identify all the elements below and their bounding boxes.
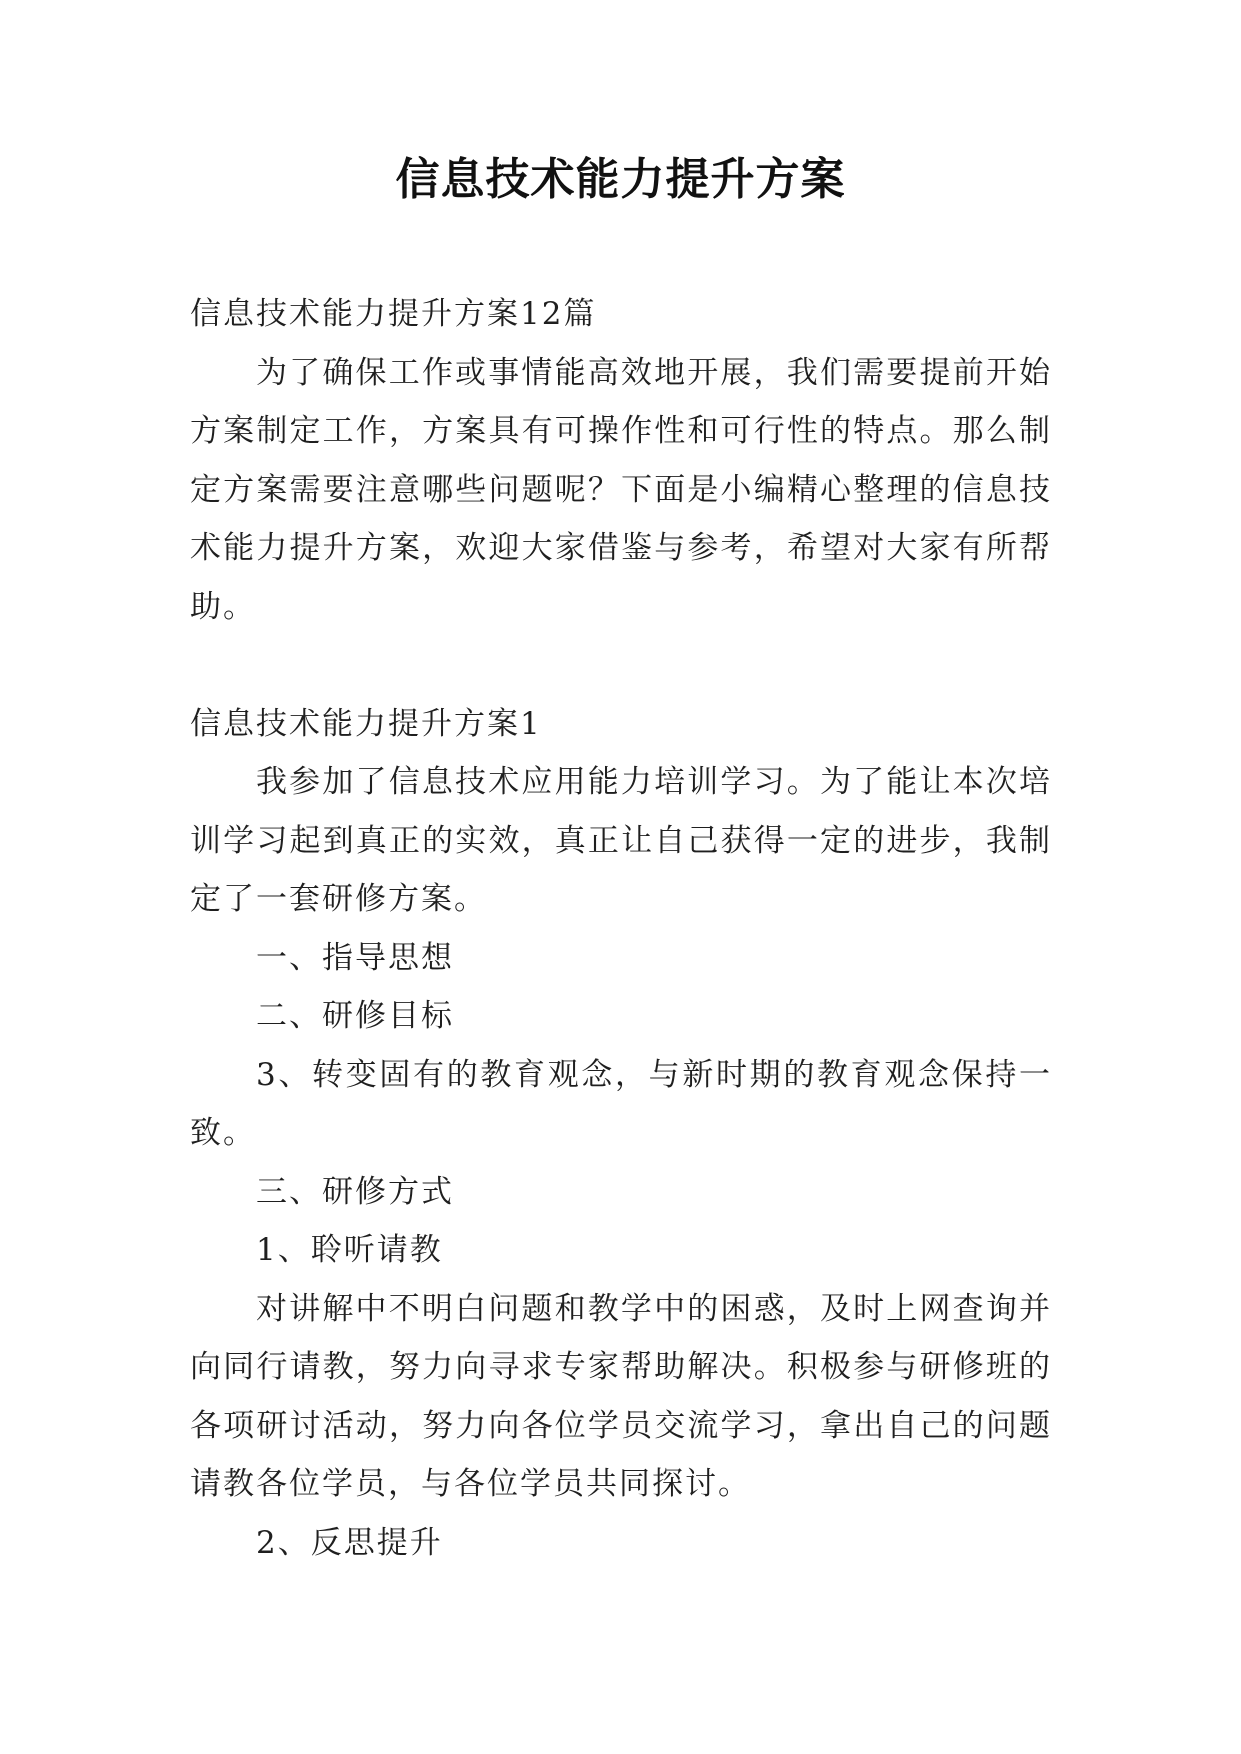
paragraph-gap — [190, 636, 1052, 695]
method-1-paragraph: 对讲解中不明白问题和教学中的困惑，及时上网查询并向同行请教，努力向寻求专家帮助解决。积极参与研修班的各项研讨活动，努力向各位学员交流学习，拿出自己的问题请教各位学员，与各位学员共同探讨。 — [190, 1290, 1052, 1502]
section-paragraph: 我参加了信息技术应用能力培训学习。为了能让本次培训学习起到真正的实效，真正让自己获得一定的进步，我制定了一套研修方案。 — [190, 764, 1052, 917]
section-heading: 信息技术能力提升方案1 — [190, 705, 542, 742]
list-item-study-goals: 二、研修目标 — [256, 998, 454, 1034]
list-item-guiding-thought: 一、指导思想 — [256, 939, 454, 976]
method-item-2: 2、反思提升 — [256, 1524, 443, 1561]
method-item-1: 1、聆听请教 — [256, 1232, 443, 1268]
goal-item-3: 3、转变固有的教育观念，与新时期的教育观念保持一致。 — [190, 1056, 1052, 1151]
intro-paragraph: 为了确保工作或事情能高效地开展，我们需要提前开始方案制定工作，方案具有可操作性和可行性的特点。那么制定方案需要注意哪些问题呢？下面是小编精心整理的信息技术能力提升方案，欢迎大家借鉴与参考，希望对大家有所帮助。 — [190, 354, 1052, 625]
list-item-study-methods: 三、研修方式 — [256, 1173, 454, 1210]
document-title: 信息技术能力提升方案 — [395, 154, 846, 205]
document-body — [190, 285, 1052, 1572]
document-subtitle: 信息技术能力提升方案12篇 — [190, 296, 597, 332]
